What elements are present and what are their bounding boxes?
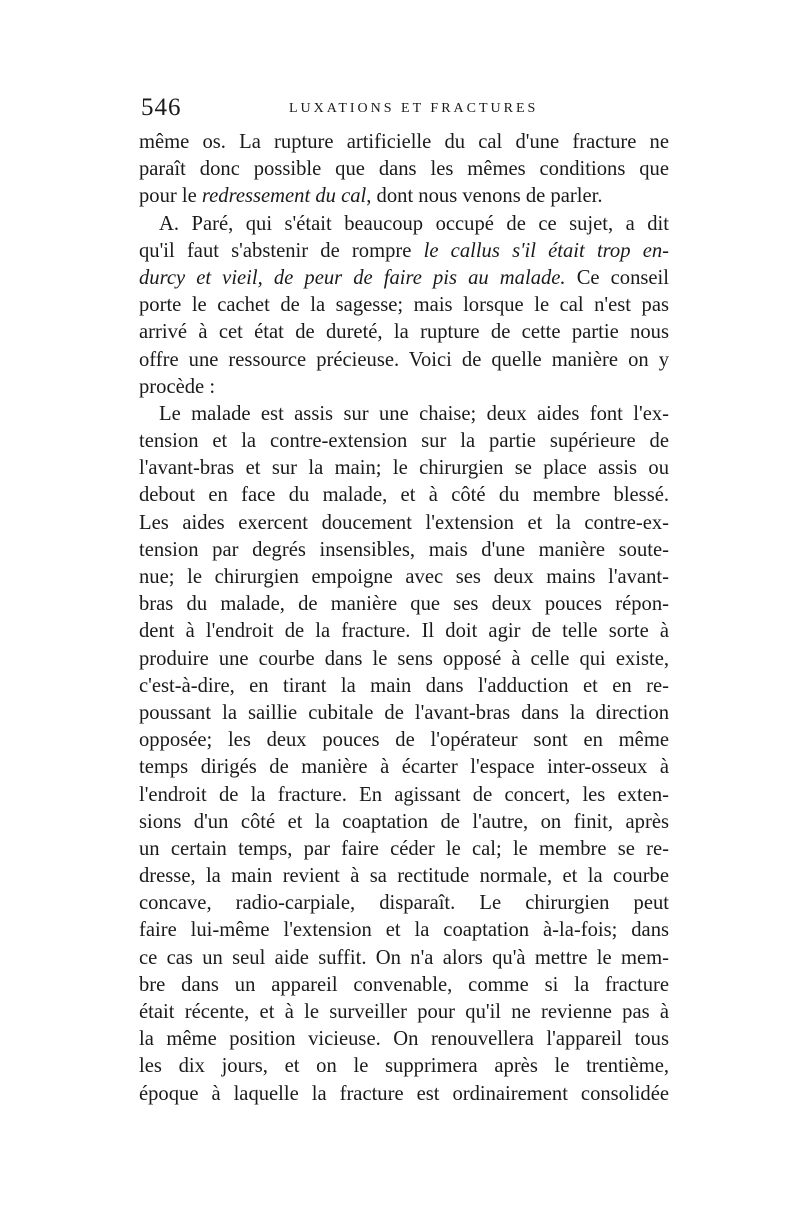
running-title: LUXATIONS ET FRACTURES [289,101,539,116]
text-line: Les aides exercent doucement l'extension et la contre-ex- [139,511,669,534]
text-line [139,183,669,210]
text-line: Le malade est assis sur une chaise; deux aides font l'ex- [159,402,669,425]
text-line: l'endroit de la fracture. En agissant de concert, les exten- [139,783,669,806]
text-line: les dix jours, et on le supprimera après le trentième, [139,1055,669,1078]
text-line: l'avant-bras et sur la main; le chirurgien se place assis ou [139,457,669,480]
text-line: la même position vicieuse. On renouvellera l'appareil tous [139,1028,669,1051]
text-line: produire une courbe dans le sens opposé à celle qui existe, [139,647,669,670]
text-line: offre une ressource précieuse. Voici de quelle manière on y [139,348,669,371]
text-line: tension et la contre-extension sur la partie supérieure de [139,430,669,453]
text-line: procède : [139,375,216,398]
text-line: époque à laquelle la fracture est ordinairement consolidée [139,1082,669,1105]
text-segment: , dont nous venons de parler. [366,185,603,208]
text-line: arrivé à cet état de dureté, la rupture de cette partie nous [139,321,669,344]
text-line: temps dirigés de manière à écarter l'espace inter-osseux à [139,756,669,779]
text-segment: qu'il faut s'abstenir de rompre [139,239,424,262]
text-segment: pour le [139,185,202,208]
text-line: porte le cachet de la sagesse; mais lorsque le cal n'est pas [139,294,669,317]
italic-segment: durcy et vieil, de peur de faire pis au malade. [139,266,566,289]
italic-segment: le callus s'il était trop en- [423,239,670,262]
page-number: 546 [141,94,182,121]
text-line: poussant la saillie cubitale de l'avant-bras dans la direction [139,701,669,724]
text-line: dent à l'endroit de la fracture. Il doit agir de telle sorte à [139,620,669,643]
text-line: faire lui-même l'extension et la coaptation à-la-fois; dans [139,919,669,942]
text-line: nue; le chirurgien empoigne avec ses deux mains l'avant- [139,566,669,588]
text-line: dresse, la main revient à sa rectitude normale, et la courbe [139,865,669,888]
text-line [139,265,669,292]
text-line: paraît donc possible que dans les mêmes conditions que [139,158,669,181]
text-line: c'est-à-dire, en tirant la main dans l'adduction et en re- [139,674,669,697]
text-segment: Ce conseil [565,266,669,289]
body-text [139,129,669,1108]
text-line: opposée; les deux pouces de l'opérateur sont en même [139,729,669,752]
running-head [139,93,669,123]
text-line: concave, radio-carpiale, disparaît. Le chirurgien peut [139,892,669,915]
text-line: même os. La rupture artificielle du cal d'une fracture ne [139,131,669,153]
text-line: sions d'un côté et la coaptation de l'autre, on finit, après [139,810,669,833]
italic-segment: redressement du cal [201,185,367,208]
text-line: debout en face du malade, et à côté du membre blessé. [139,484,669,507]
text-line: A. Paré, qui s'était beaucoup occupé de ce sujet, a dit [159,212,669,235]
text-line [139,238,669,265]
text-line: tension par degrés insensibles, mais d'une manière soute- [139,538,669,561]
text-line: bre dans un appareil convenable, comme si la fracture [139,973,669,996]
text-line: était récente, et à le surveiller pour qu'il ne revienne pas à [139,1001,669,1023]
text-line: un certain temps, par faire céder le cal; le membre se re- [139,837,669,860]
text-line: bras du malade, de manière que ses deux pouces répon- [139,593,669,616]
text-line: ce cas un seul aide suffit. On n'a alors qu'à mettre le mem- [139,946,669,969]
